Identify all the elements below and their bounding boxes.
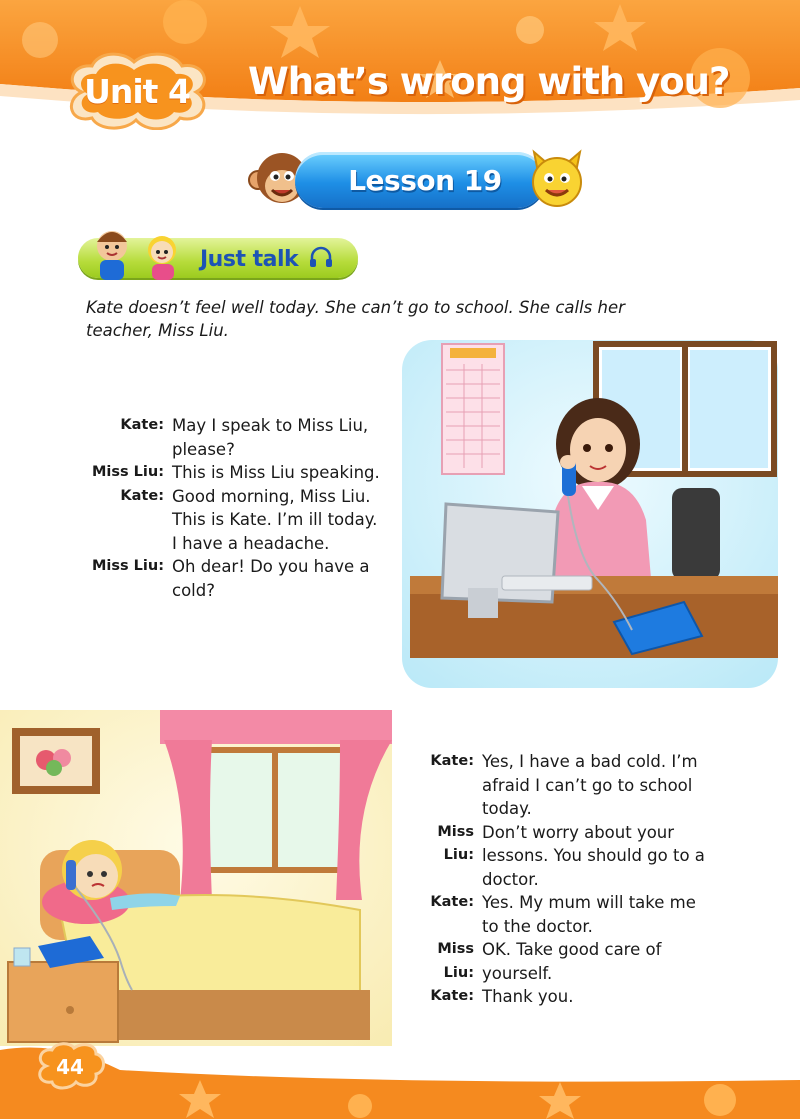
speaker-label: Miss Liu: xyxy=(91,464,164,480)
speech-text: Yes, I have a bad cold. I’m afraid I can’t go to school today. xyxy=(482,752,698,818)
unit-banner xyxy=(0,0,800,130)
speech-text: Thank you. xyxy=(482,987,574,1006)
speech-text: OK. Take good care of yourself. xyxy=(482,940,662,983)
dialogue-line xyxy=(404,985,734,1009)
dialogue-line xyxy=(86,414,396,461)
speech-text: Oh dear! Do you have a cold? xyxy=(172,557,370,600)
dialogue-line xyxy=(404,891,734,938)
speaker-label: Kate: xyxy=(120,417,164,433)
dialogue-line xyxy=(86,461,396,485)
dialogue-line xyxy=(404,821,734,892)
speech-text: May I speak to Miss Liu, please? xyxy=(172,416,369,459)
speech-text: Good morning, Miss Liu. This is Kate. I’m ill today. I have a headache. xyxy=(172,486,378,553)
unit-title: What’s wrong with you? xyxy=(248,60,730,103)
intro-paragraph: Kate doesn’t feel well today. She can’t go to school. She calls her teacher, Miss Liu. xyxy=(86,298,625,340)
unit-badge xyxy=(62,52,212,130)
unit-label: Unit 4 xyxy=(84,71,190,111)
speaker-label: Kate: xyxy=(430,894,474,910)
speech-text: This is Miss Liu speaking. xyxy=(172,463,380,482)
dialogue-line xyxy=(86,485,396,556)
headphones-icon[interactable] xyxy=(309,246,333,268)
speech-text: Don’t worry about your lessons. You should go to a doctor. xyxy=(482,822,705,889)
dialogue-line xyxy=(404,938,734,985)
just-talk-label xyxy=(200,246,333,272)
kids-mascot-icon xyxy=(82,222,192,282)
speech-text: Yes. My mum will take me to the doctor. xyxy=(482,893,696,936)
dialogue-2 xyxy=(404,750,734,1009)
speaker-label: Kate: xyxy=(120,487,164,504)
lesson-title-pill xyxy=(295,152,545,208)
teacher-phone-illustration xyxy=(402,340,778,688)
dialogue-1 xyxy=(86,414,396,602)
speaker-label: Miss Liu: xyxy=(91,558,164,574)
page-footer xyxy=(0,1040,800,1119)
just-talk-text: Just talk xyxy=(200,247,299,272)
footer-background xyxy=(0,1040,800,1119)
page-number: 44 xyxy=(56,1055,84,1079)
speaker-label: Miss Liu: xyxy=(437,941,474,981)
speaker-label: Kate: xyxy=(430,753,474,769)
lesson-label: Lesson 19 xyxy=(348,163,502,197)
dialogue-line xyxy=(86,555,396,602)
cat-mascot-icon xyxy=(524,146,590,212)
speaker-label: Miss Liu: xyxy=(437,823,474,863)
dialogue-line xyxy=(404,750,734,821)
kate-bed-illustration xyxy=(0,710,392,1046)
speaker-label: Kate: xyxy=(430,988,474,1004)
